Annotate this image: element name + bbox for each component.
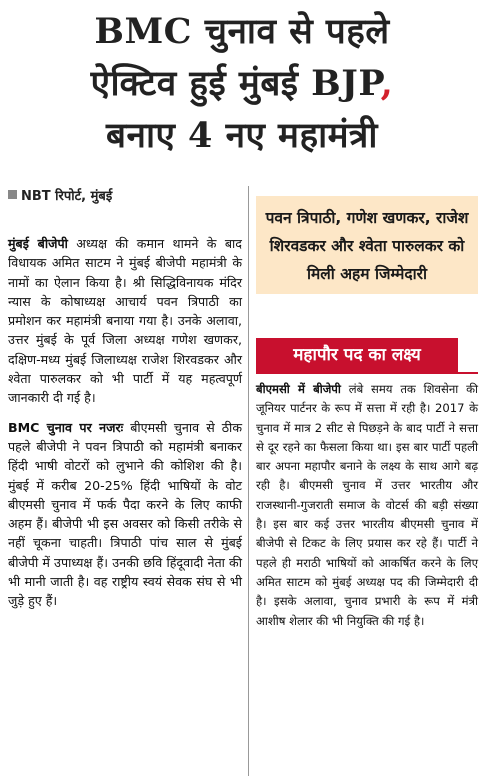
headline-line-3: बनाए 4 नए महामंत्री	[106, 115, 378, 156]
left-paragraph-1-text: अध्यक्ष की कमान थामने के बाद विधायक अमित साटम ने मुंबई बीजेपी महामंत्री के नामों का ऐलान किया है। श्री सिद्धिविनायक मंदिर न्यास के कोषाध्यक्ष आचार्य पवन त्रिपाठी का प्रमोशन कर महामंत्री बनाया गया है। उनके अलावा, उत्तर मुंबई के पूर्व जिला अध्यक्ष गणेश खणकर, दक्षिण-मध्य मुंबई जिलाध्यक्ष राजेश शिरवडकर और श्वेता पारुलकर को भी पार्टी में यह महत्वपूर्ण जानकारी दी गई है।	[8, 236, 242, 406]
quote-box: पवन त्रिपाठी, गणेश खणकर, राजेश शिरवडकर और श्वेता पारुलकर को मिली अहम जिम्मेदारी	[256, 196, 478, 294]
section-banner-rule	[256, 372, 478, 374]
headline-comma: ,	[380, 63, 394, 104]
left-paragraph-2-lead: BMC चुनाव पर नजरः	[8, 419, 124, 435]
headline-line-2-text: ऐक्टिव हुई मुंबई BJP	[90, 63, 381, 104]
byline-text: NBT रिपोर्ट, मुंबई	[21, 189, 113, 204]
headline-line-2	[0, 58, 484, 110]
left-paragraph-1-lead: मुंबई बीजेपी	[8, 236, 68, 251]
headline-line-1: BMC चुनाव से पहले	[94, 11, 390, 52]
column-divider	[248, 186, 249, 776]
bullet-square-icon	[8, 190, 17, 199]
right-article-lead: बीएमसी में बीजेपी	[256, 382, 341, 396]
right-article-text: लंबे समय तक शिवसेना की जूनियर पार्टनर के रूप में सत्ता में रही है। 2017 के चुनाव में मात्र 2 सीट से पिछड़ने के बाद पार्टी ने सत्ता से दूर रहने का फैसला किया था। इस बार पार्टी पहली बार अपना महापौर बनाने के लक्ष्य के साथ आगे बढ़ रही है। बीएमसी चुनाव में उत्तर भारतीय और राजस्थानी-गुजराती समाज के वोटर्स की बड़ी संख्या है। इस बार कई उत्तर भारतीय बीएमसी चुनाव में बीजेपी से टिकट के लिए प्रयास कर रहे हैं। पार्टी ने पहले ही मराठी भाषियों को आकर्षित करने के लिए अमित साटम को मुंबई अध्यक्ष पद की जिम्मेदारी दी है। इसके अलावा, चुनाव प्रभारी के रूप में मंत्री आशीष शेलार की भी नियुक्ति की गई है।	[256, 382, 478, 628]
left-paragraph-2	[8, 418, 242, 611]
right-article	[256, 380, 478, 631]
left-article	[8, 234, 242, 621]
left-paragraph-2-text: बीएमसी चुनाव से ठीक पहले बीजेपी ने पवन त्रिपाठी को महामंत्री बनाकर हिंदी भाषी वोटरों को लुभाने की कोशिश की है। मुंबई में करीब 20-25% हिंदी भाषियों के वोट बीएमसी चुनाव में फर्क पैदा करने के लिए काफी अहम हैं। बीजेपी भी इस अवसर को किसी तरीके से नहीं चूकना चाहती। त्रिपाठी पांच साल से मुंबई बीजेपी में उपाध्यक्ष हैं। उनकी छवि हिंदूवादी नेता की भी मानी जाती है। वह राष्ट्रीय स्वयं सेवक संघ से भी जुड़े हुए हैं।	[8, 419, 242, 609]
headline	[0, 6, 484, 162]
section-banner: महापौर पद का लक्ष्य	[256, 338, 458, 372]
left-paragraph-1	[8, 234, 242, 408]
byline	[8, 186, 112, 204]
